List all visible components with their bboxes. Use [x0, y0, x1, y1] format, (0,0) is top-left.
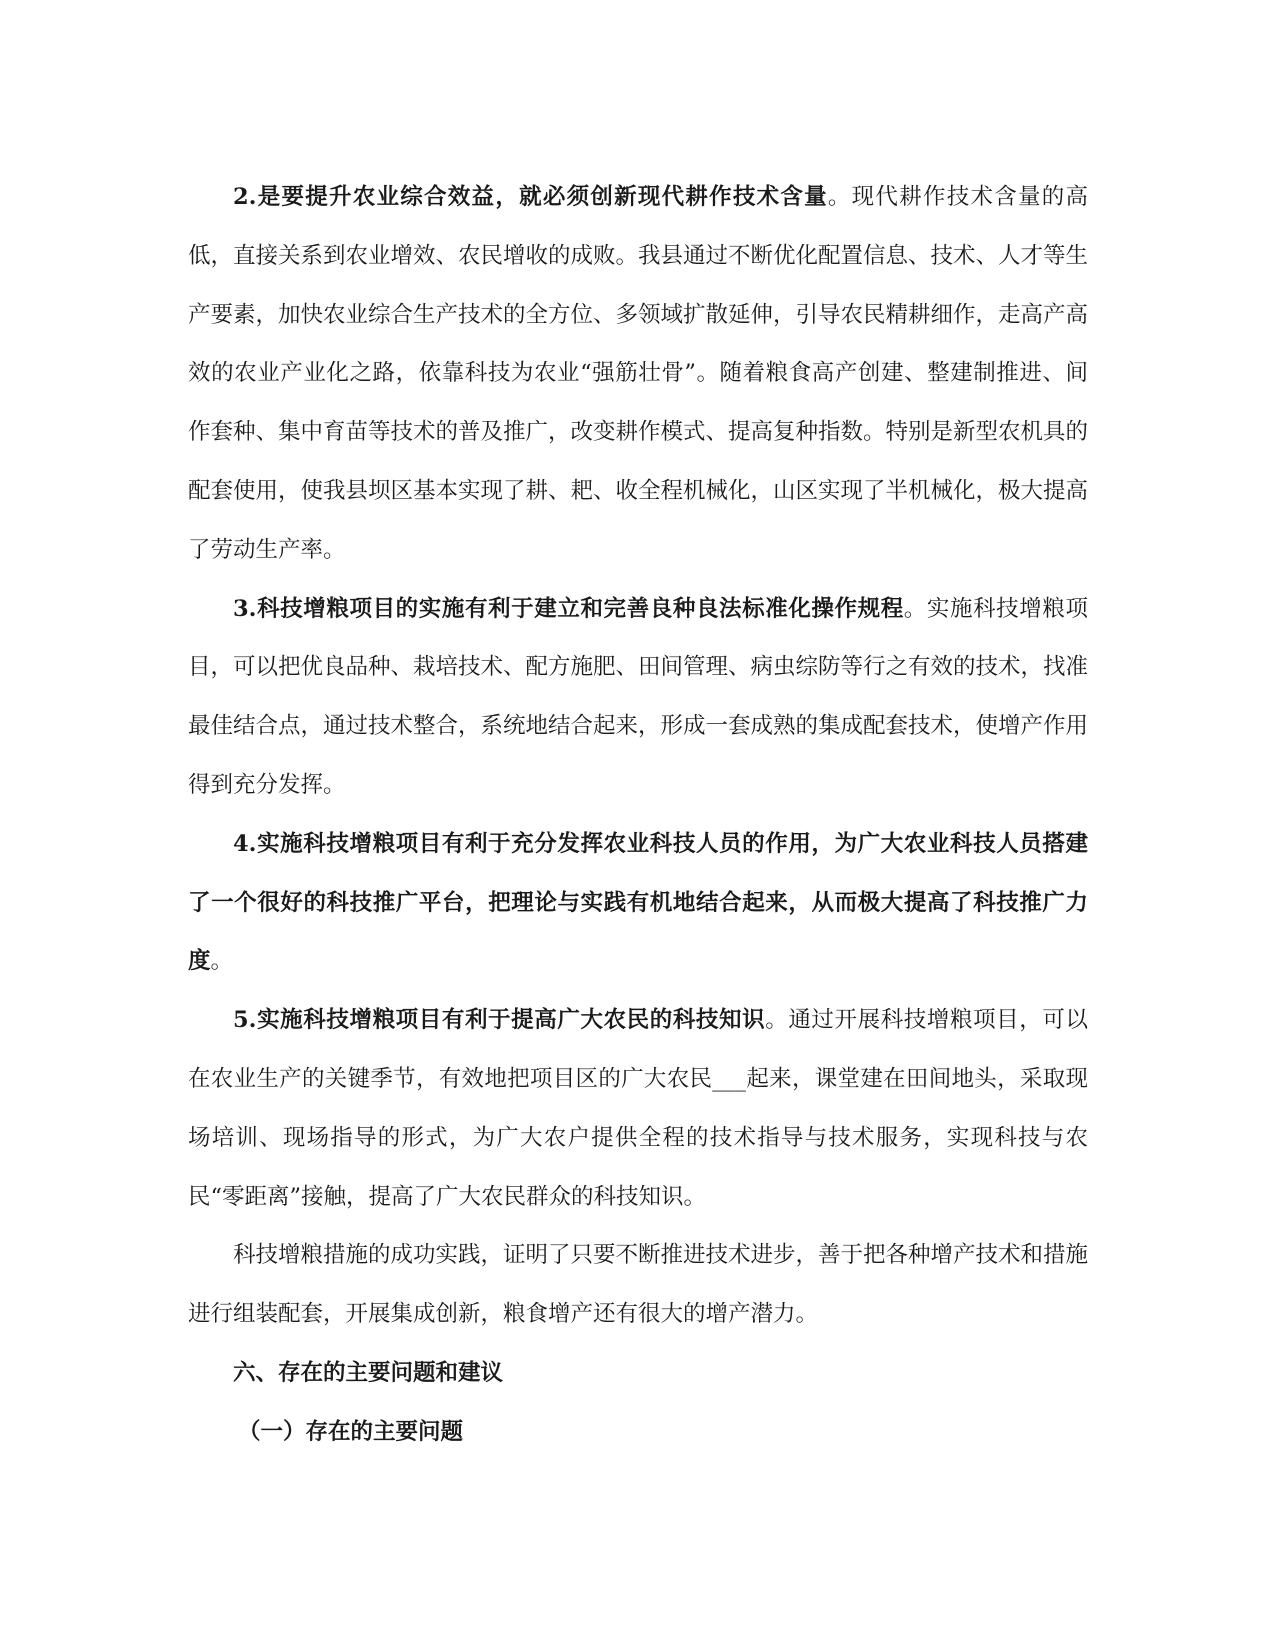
paragraph-5-lead: 5.实施科技增粮项目有利于提高广大农民的科技知识 [233, 1007, 766, 1034]
paragraph-summary [188, 1226, 1088, 1344]
paragraph-4-lead: 4.实施科技增粮项目有利于充分发挥农业科技人员的作用，为广大农业科技人员搭建了一个很好的科技推广平台，把理论与实践有机地结合起来，从而极大提高了科技推广力度 [188, 830, 1088, 975]
paragraph-2-lead: 2.是要提升农业综合效益，就必须创新现代耕作技术含量 [233, 184, 828, 210]
paragraph-5-text: 。通过开展科技增粮项目，可以在农业生产的关键季节，有效地把项目区的广大农民___起来，课堂建在田间地头，采取现场培训、现场指导的形式，为广大农户提供全程的技术指导与技术服务，实现科技与农民“零距离”接触，提高了广大农民群众的科技知识。 [188, 1007, 1088, 1210]
paragraph-summary-text: 科技增粮措施的成功实践，证明了只要不断推进技术进步，善于把各种增产技术和措施进行组装配套，开展集成创新，粮食增产还有很大的增产潜力。 [188, 1242, 1089, 1328]
paragraph-3 [188, 580, 1088, 815]
paragraph-4-text: 。 [210, 948, 234, 975]
paragraph-2 [188, 168, 1088, 580]
paragraph-2-text: 。现代耕作技术含量的高低，直接关系到农业增效、农民增收的成败。我县通过不断优化配置信息、技术、人才等生产要素，加快农业综合生产技术的全方位、多领域扩散延伸，引导农民精耕细作，走高产高效的农业产业化之路，依靠科技为农业“强筋壮骨”。随着粮食高产创建、整建制推进、间作套种、集中育苗等技术的普及推广，改变耕作模式、提高复种指数。特别是新型农机具的配套使用，使我县坝区基本实现了耕、耙、收全程机械化，山区实现了半机械化，极大提高了劳动生产率。 [188, 184, 1089, 563]
paragraph-3-text: 。实施科技增粮项目，可以把优良品种、栽培技术、配方施肥、田间管理、病虫综防等行之有效的技术，找准最佳结合点，通过技术整合，系统地结合起来，形成一套成熟的集成配套技术，使增产作用得到充分发挥。 [188, 595, 1089, 798]
section-heading: 六、存在的主要问题和建议 [233, 1359, 504, 1386]
paragraph-5 [188, 991, 1088, 1226]
subsection-heading: （一）存在的主要问题 [238, 1418, 464, 1445]
paragraph-4 [188, 815, 1088, 991]
paragraph-3-lead: 3.科技增粮项目的实施有利于建立和完善良种良法标准化操作规程 [233, 595, 904, 622]
document-body [188, 168, 1088, 1462]
